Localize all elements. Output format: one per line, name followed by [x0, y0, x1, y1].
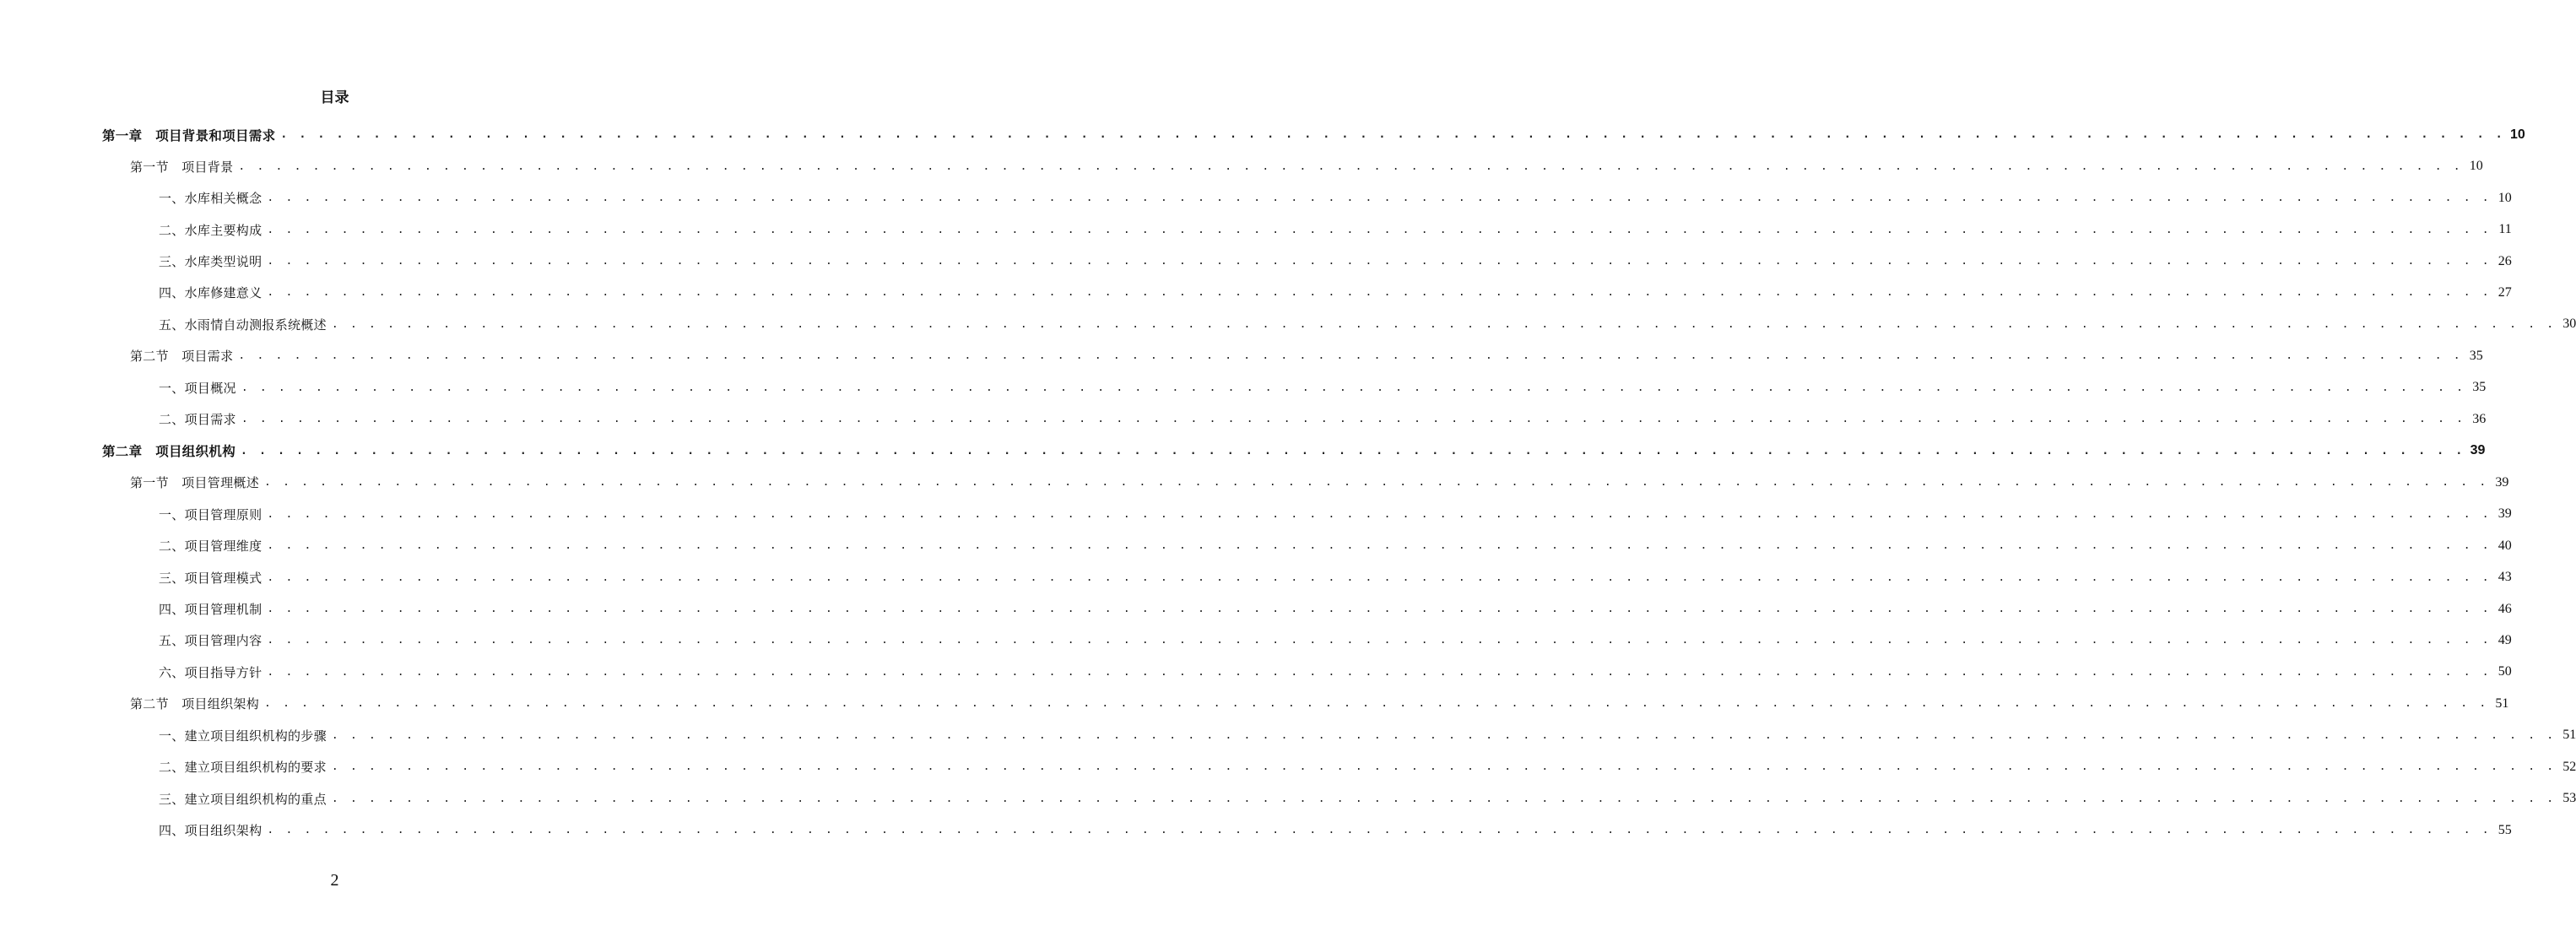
toc-entry-page: 30	[2562, 317, 2576, 332]
toc-entry-page: 35	[2472, 380, 2487, 395]
toc-section-entry[interactable]	[0, 688, 2509, 719]
toc-entry-label: 五、水雨情自动测报系统概述	[159, 317, 327, 333]
toc-chapter-entry[interactable]	[0, 436, 2486, 467]
toc-dot-leader: . . . . . . . . . . . . . . . . . . . . . . . . . . . . . . . . . . . . . . . . . . . . . . . . . . . . . . . . . . . . . . . . . . . . . . . . . . . . . . . . . . . . . . . . . . . . . . . . . . . . . . . . . . . . . . . . . . . . . . . .	[264, 476, 2489, 490]
toc-dot-leader: . . . . . . . . . . . . . . . . . . . . . . . . . . . . . . . . . . . . . . . . . . . . . . . . . . . . . . . . . . . . . . . . . . . . . . . . . . . . . . . . . . . . . . . . . . . . . . . . . . . . . . . . . . . . . . . . . . . . . . . .	[280, 128, 2505, 142]
toc-entry-label: 二、项目管理维度	[159, 538, 262, 555]
toc-entry-page: 43	[2498, 570, 2512, 585]
toc-subsection-entry[interactable]	[0, 498, 2512, 529]
toc-chapter-entry[interactable]	[0, 119, 2525, 150]
toc-title: 目录	[320, 89, 349, 106]
toc-dot-leader: . . . . . . . . . . . . . . . . . . . . . . . . . . . . . . . . . . . . . . . . . . . . . . . . . . . . . . . . . . . . . . . . . . . . . . . . . . . . . . . . . . . . . . . . . . . . . . . . . . . . . . . . . . . . . . . . . . . . . . . .	[331, 792, 2557, 805]
toc-dot-leader: . . . . . . . . . . . . . . . . . . . . . . . . . . . . . . . . . . . . . . . . . . . . . . . . . . . . . . . . . . . . . . . . . . . . . . . . . . . . . . . . . . . . . . . . . . . . . . . . . . . . . . . . . . . . . . . . . . . . . . . .	[331, 760, 2557, 774]
toc-entry-label: 第一节 项目管理概述	[130, 475, 260, 491]
toc-entry-label: 第二章 项目组织机构	[102, 444, 236, 460]
toc-entry-page: 55	[2498, 822, 2512, 837]
toc-entry-label: 一、水库相关概念	[159, 191, 262, 207]
toc-subsection-entry[interactable]	[0, 182, 2512, 214]
toc-entry-label: 五、项目管理内容	[159, 633, 262, 649]
toc-entry-page: 39	[2498, 506, 2512, 522]
toc-entry-page: 10	[2469, 159, 2483, 174]
toc-entry-page: 40	[2498, 538, 2512, 553]
toc-section-entry[interactable]	[0, 150, 2483, 181]
toc-dot-leader: . . . . . . . . . . . . . . . . . . . . . . . . . . . . . . . . . . . . . . . . . . . . . . . . . . . . . . . . . . . . . . . . . . . . . . . . . . . . . . . . . . . . . . . . . . . . . . . . . . . . . . . . . . . . . . . . . . . . . . . .	[267, 539, 2492, 553]
toc-entry-page: 11	[2498, 222, 2512, 237]
toc-subsection-entry[interactable]	[0, 625, 2512, 656]
toc-entry-label: 六、项目指导方针	[159, 664, 262, 680]
toc-dot-leader: . . . . . . . . . . . . . . . . . . . . . . . . . . . . . . . . . . . . . . . . . . . . . . . . . . . . . . . . . . . . . . . . . . . . . . . . . . . . . . . . . . . . . . . . . . . . . . . . . . . . . . . . . . . . . . . . . . . . . . . .	[267, 634, 2492, 647]
toc-dot-leader: . . . . . . . . . . . . . . . . . . . . . . . . . . . . . . . . . . . . . . . . . . . . . . . . . . . . . . . . . . . . . . . . . . . . . . . . . . . . . . . . . . . . . . . . . . . . . . . . . . . . . . . . . . . . . . . . . . . . . . . .	[267, 507, 2492, 521]
toc-dot-leader: . . . . . . . . . . . . . . . . . . . . . . . . . . . . . . . . . . . . . . . . . . . . . . . . . . . . . . . . . . . . . . . . . . . . . . . . . . . . . . . . . . . . . . . . . . . . . . . . . . . . . . . . . . . . . . . . . . . . . . . .	[267, 223, 2492, 236]
toc-subsection-entry[interactable]	[0, 277, 2512, 308]
toc-dot-leader: . . . . . . . . . . . . . . . . . . . . . . . . . . . . . . . . . . . . . . . . . . . . . . . . . . . . . . . . . . . . . . . . . . . . . . . . . . . . . . . . . . . . . . . . . . . . . . . . . . . . . . . . . . . . . . . . . . . . . . . .	[264, 697, 2489, 711]
toc-dot-leader: . . . . . . . . . . . . . . . . . . . . . . . . . . . . . . . . . . . . . . . . . . . . . . . . . . . . . . . . . . . . . . . . . . . . . . . . . . . . . . . . . . . . . . . . . . . . . . . . . . . . . . . . . . . . . . . . . . . . . . . .	[267, 824, 2492, 837]
toc-dot-leader: . . . . . . . . . . . . . . . . . . . . . . . . . . . . . . . . . . . . . . . . . . . . . . . . . . . . . . . . . . . . . . . . . . . . . . . . . . . . . . . . . . . . . . . . . . . . . . . . . . . . . . . . . . . . . . . . . . . . . . . .	[267, 665, 2492, 679]
toc-entry-label: 一、建立项目组织机构的步骤	[159, 728, 327, 744]
toc-dot-leader: . . . . . . . . . . . . . . . . . . . . . . . . . . . . . . . . . . . . . . . . . . . . . . . . . . . . . . . . . . . . . . . . . . . . . . . . . . . . . . . . . . . . . . . . . . . . . . . . . . . . . . . . . . . . . . . . . . . . . . . .	[238, 349, 2463, 363]
toc-entry-label: 四、项目组织架构	[159, 823, 262, 839]
toc-dot-leader: . . . . . . . . . . . . . . . . . . . . . . . . . . . . . . . . . . . . . . . . . . . . . . . . . . . . . . . . . . . . . . . . . . . . . . . . . . . . . . . . . . . . . . . . . . . . . . . . . . . . . . . . . . . . . . . . . . . . . . . .	[267, 286, 2492, 300]
toc-subsection-entry[interactable]	[0, 751, 2576, 782]
toc-subsection-entry[interactable]	[0, 246, 2512, 277]
toc-entry-label: 四、水库修建意义	[159, 285, 262, 301]
toc-entry-label: 第二节 项目组织架构	[130, 696, 260, 712]
toc-dot-leader: . . . . . . . . . . . . . . . . . . . . . . . . . . . . . . . . . . . . . . . . . . . . . . . . . . . . . . . . . . . . . . . . . . . . . . . . . . . . . . . . . . . . . . . . . . . . . . . . . . . . . . . . . . . . . . . . . . . . . . . .	[267, 571, 2492, 584]
toc-subsection-entry[interactable]	[0, 657, 2512, 688]
toc-entry-label: 三、项目管理模式	[159, 570, 262, 586]
toc-entry-label: 第一章 项目背景和项目需求	[102, 127, 276, 143]
toc-entry-page: 50	[2498, 664, 2512, 679]
toc-dot-leader: . . . . . . . . . . . . . . . . . . . . . . . . . . . . . . . . . . . . . . . . . . . . . . . . . . . . . . . . . . . . . . . . . . . . . . . . . . . . . . . . . . . . . . . . . . . . . . . . . . . . . . . . . . . . . . . . . . . . . . . .	[241, 444, 2465, 457]
table-of-contents	[0, 119, 2576, 846]
toc-dot-leader: . . . . . . . . . . . . . . . . . . . . . . . . . . . . . . . . . . . . . . . . . . . . . . . . . . . . . . . . . . . . . . . . . . . . . . . . . . . . . . . . . . . . . . . . . . . . . . . . . . . . . . . . . . . . . . . . . . . . . . . .	[241, 381, 2466, 394]
toc-dot-leader: . . . . . . . . . . . . . . . . . . . . . . . . . . . . . . . . . . . . . . . . . . . . . . . . . . . . . . . . . . . . . . . . . . . . . . . . . . . . . . . . . . . . . . . . . . . . . . . . . . . . . . . . . . . . . . . . . . . . . . . .	[331, 317, 2557, 331]
toc-dot-leader: . . . . . . . . . . . . . . . . . . . . . . . . . . . . . . . . . . . . . . . . . . . . . . . . . . . . . . . . . . . . . . . . . . . . . . . . . . . . . . . . . . . . . . . . . . . . . . . . . . . . . . . . . . . . . . . . . . . . . . . .	[267, 603, 2492, 616]
toc-entry-page: 10	[2509, 127, 2525, 142]
toc-subsection-entry[interactable]	[0, 561, 2512, 593]
toc-dot-leader: . . . . . . . . . . . . . . . . . . . . . . . . . . . . . . . . . . . . . . . . . . . . . . . . . . . . . . . . . . . . . . . . . . . . . . . . . . . . . . . . . . . . . . . . . . . . . . . . . . . . . . . . . . . . . . . . . . . . . . . .	[331, 728, 2557, 742]
toc-entry-page: 52	[2562, 759, 2576, 774]
toc-section-entry[interactable]	[0, 340, 2483, 371]
toc-entry-page: 39	[2470, 443, 2486, 458]
toc-entry-page: 10	[2498, 190, 2512, 205]
toc-entry-page: 27	[2498, 284, 2512, 300]
toc-subsection-entry[interactable]	[0, 214, 2512, 245]
toc-entry-label: 三、建立项目组织机构的重点	[159, 791, 327, 807]
toc-subsection-entry[interactable]	[0, 309, 2576, 340]
toc-subsection-entry[interactable]	[0, 530, 2512, 561]
page-number: 2	[330, 871, 339, 890]
toc-entry-label: 二、项目需求	[159, 412, 236, 428]
toc-subsection-entry[interactable]	[0, 783, 2576, 814]
toc-entry-page: 51	[2562, 728, 2576, 743]
toc-entry-page: 39	[2495, 474, 2509, 490]
toc-subsection-entry[interactable]	[0, 403, 2487, 435]
toc-entry-page: 49	[2498, 632, 2512, 647]
toc-entry-page: 26	[2498, 253, 2512, 268]
toc-subsection-entry[interactable]	[0, 720, 2576, 751]
toc-entry-page: 36	[2472, 411, 2487, 426]
toc-entry-label: 三、水库类型说明	[159, 254, 262, 270]
toc-entry-label: 二、水库主要构成	[159, 222, 262, 238]
toc-entry-label: 第一节 项目背景	[130, 159, 234, 175]
toc-subsection-entry[interactable]	[0, 593, 2512, 625]
toc-entry-label: 一、项目概况	[159, 380, 236, 396]
toc-section-entry[interactable]	[0, 467, 2509, 498]
toc-dot-leader: . . . . . . . . . . . . . . . . . . . . . . . . . . . . . . . . . . . . . . . . . . . . . . . . . . . . . . . . . . . . . . . . . . . . . . . . . . . . . . . . . . . . . . . . . . . . . . . . . . . . . . . . . . . . . . . . . . . . . . . .	[267, 255, 2492, 268]
toc-entry-page: 46	[2498, 601, 2512, 616]
toc-dot-leader: . . . . . . . . . . . . . . . . . . . . . . . . . . . . . . . . . . . . . . . . . . . . . . . . . . . . . . . . . . . . . . . . . . . . . . . . . . . . . . . . . . . . . . . . . . . . . . . . . . . . . . . . . . . . . . . . . . . . . . . .	[241, 413, 2466, 426]
toc-subsection-entry[interactable]	[0, 814, 2512, 846]
toc-entry-page: 51	[2495, 695, 2509, 711]
toc-entry-label: 四、项目管理机制	[159, 602, 262, 618]
toc-entry-label: 第二节 项目需求	[130, 349, 234, 365]
toc-subsection-entry[interactable]	[0, 372, 2487, 403]
toc-entry-label: 二、建立项目组织机构的要求	[159, 760, 327, 776]
toc-entry-page: 35	[2469, 348, 2483, 363]
toc-entry-page: 53	[2562, 791, 2576, 806]
toc-entry-label: 一、项目管理原则	[159, 506, 262, 522]
toc-dot-leader: . . . . . . . . . . . . . . . . . . . . . . . . . . . . . . . . . . . . . . . . . . . . . . . . . . . . . . . . . . . . . . . . . . . . . . . . . . . . . . . . . . . . . . . . . . . . . . . . . . . . . . . . . . . . . . . . . . . . . . . .	[267, 192, 2492, 205]
toc-dot-leader: . . . . . . . . . . . . . . . . . . . . . . . . . . . . . . . . . . . . . . . . . . . . . . . . . . . . . . . . . . . . . . . . . . . . . . . . . . . . . . . . . . . . . . . . . . . . . . . . . . . . . . . . . . . . . . . . . . . . . . . .	[238, 160, 2463, 173]
